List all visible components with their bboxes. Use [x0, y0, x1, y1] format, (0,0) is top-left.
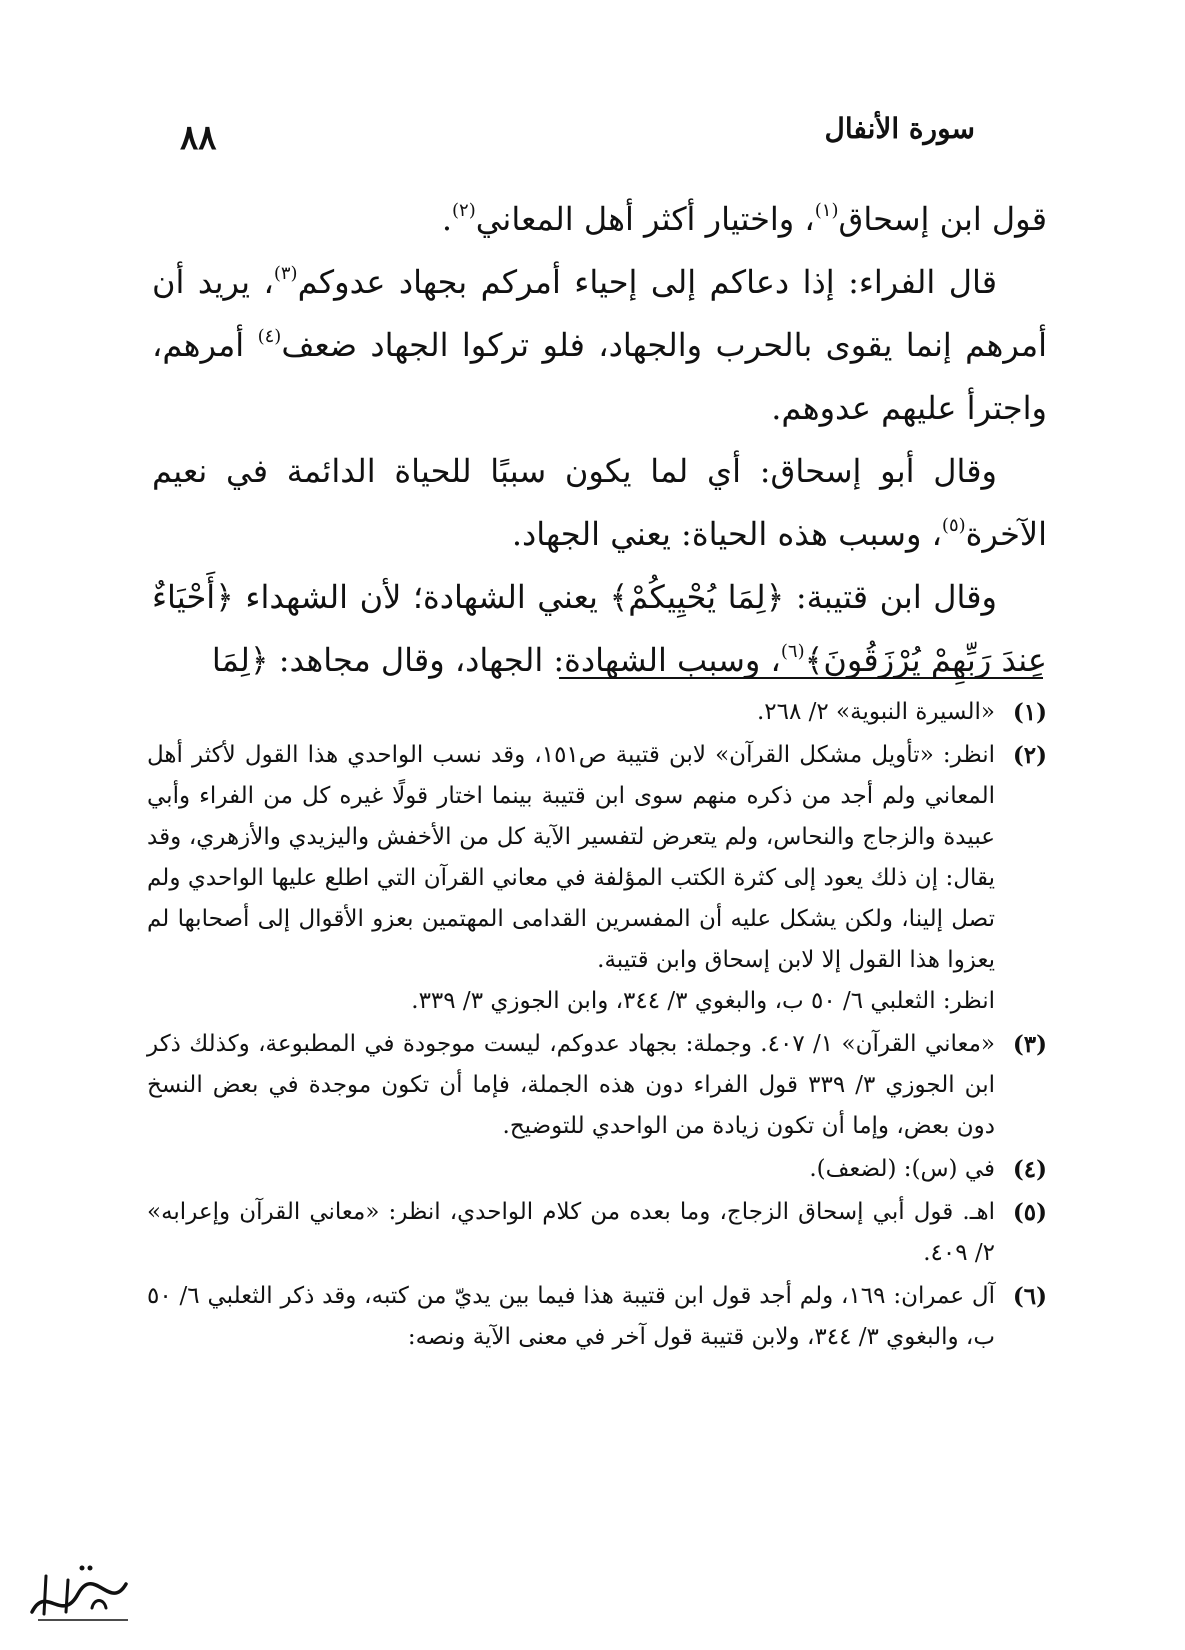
footnote-ref-2: (٢) — [452, 200, 476, 221]
footnotes — [147, 692, 1047, 1360]
logo-calligraphy-icon — [22, 1554, 142, 1632]
surah-title: سورة الأنفال — [824, 112, 975, 145]
footnote-ref-6: (٦) — [780, 641, 805, 662]
footnote-6 — [147, 1276, 1047, 1358]
text-run: وقال أبو إسحاق: أي لما يكون سببًا للحياة الدائمة في نعيم الآخرة — [152, 452, 1047, 553]
text-run: ، واختيار أكثر أهل المعاني — [475, 200, 815, 238]
footnote-number: (٢) — [1012, 742, 1047, 769]
footnote-line: انظر: «تأويل مشكل القرآن» لابن قتيبة ص١٥١، وقد نسب الواحدي هذا القول لأكثر أهل المعاني ولم أجد من ذكره منهم سوى ابن قتيبة بينما اختار قولًا غيره كل من الفراء وأبي عبيدة والزجاج والنحاس، ولم يتعرض لتفسير الآية كل من الأخفش واليزيدي والأزهري، وقد يقال: إن ذلك يعود إلى كثرة الكتب المؤلفة في معاني القرآن التي اطلع عليها الواحدي ولم تصل إلينا، ولكن يشكل عليه أن المفسرين القدامى المهتمين بعزو الأقوال إلى أصحابها لم يعزوا هذا القول إلا لابن إسحاق وابن قتيبة. — [147, 742, 995, 973]
page-header — [180, 112, 975, 162]
footnote-ref-3: (٣) — [273, 263, 298, 284]
footnote-1 — [147, 692, 1047, 733]
footnote-text — [147, 1192, 995, 1274]
footnote-line: اهـ. قول أبي إسحاق الزجاج، وما بعده من كلام الواحدي، انظر: «معاني القرآن وإعرابه» ٢/ ٤٠٩. — [147, 1199, 995, 1266]
footnote-line: «معاني القرآن» ١/ ٤٠٧. وجملة: بجهاد عدوكم، ليست موجودة في المطبوعة، وكذلك ذكر ابن الجوزي ٣/ ٣٣٩ قول الفراء دون هذه الجملة، فإما أن تكون موجدة في بعض النسخ دون بعض، وإما أن تكون زيادة من الواحدي للتوضيح. — [147, 1031, 995, 1139]
footnote-5 — [147, 1192, 1047, 1274]
footnote-text — [147, 735, 995, 1022]
text-run: . — [441, 200, 453, 238]
footnote-number: (٦) — [1012, 1283, 1047, 1310]
text-run: قول ابن إسحاق — [838, 200, 1047, 238]
footnote-number: (٣) — [1012, 1031, 1047, 1058]
footnote-text — [147, 1024, 995, 1147]
footnote-4 — [147, 1149, 1047, 1190]
text-run: ، وسبب هذه الحياة: يعني الجهاد. — [511, 515, 942, 553]
footnote-line: «السيرة النبوية» ٢/ ٢٦٨. — [756, 699, 995, 725]
text-run: أمرهم، واجترأ عليهم عدوهم. — [152, 326, 1047, 427]
footnote-text — [147, 692, 995, 733]
footnote-text — [147, 1149, 995, 1190]
text-run: وقال ابن قتيبة: ﴿لِمَا يُحْيِيكُمْ﴾ يعني الشهادة؛ لأن الشهداء ﴿أَحْيَاءٌ عِندَ رَبِّهِمْ يُرْزَقُونَ﴾ — [152, 578, 1047, 679]
text-run: ، وسبب الشهادة: الجهاد، وقال مجاهد: ﴿لِمَا — [211, 641, 781, 679]
paragraph-1 — [152, 188, 1047, 251]
footnote-separator — [559, 677, 1043, 679]
footnote-number: (١) — [1012, 699, 1047, 726]
footnote-line: انظر: الثعلبي ٦/ ٥٠ ب، والبغوي ٣/ ٣٤٤، وابن الجوزي ٣/ ٣٣٩. — [411, 988, 995, 1014]
footnote-line: في (س): (لضعف). — [809, 1156, 995, 1182]
footnote-number: (٤) — [1012, 1156, 1047, 1183]
main-text — [152, 188, 1047, 692]
footnote-text — [147, 1276, 995, 1358]
footnote-ref-4: (٤) — [257, 326, 282, 347]
paragraph-3 — [152, 440, 1047, 566]
footnote-2 — [147, 735, 1047, 1022]
text-run: ، يريد أن أمرهم إنما يقوى بالحرب والجهاد، فلو تركوا الجهاد ضعف — [152, 263, 1048, 364]
footnote-ref-5: (٥) — [941, 515, 966, 536]
paragraph-2 — [152, 251, 1047, 440]
footnote-ref-1: (١) — [814, 200, 839, 221]
footnote-line: آل عمران: ١٦٩، ولم أجد قول ابن قتيبة هذا فيما بين يديّ من كتبه، وقد ذكر الثعلبي ٦/ ٥٠ ب، والبغوي ٣/ ٣٤٤، ولابن قتيبة قول آخر في معنى الآية ونصه: — [147, 1283, 995, 1350]
footnote-number: (٥) — [1012, 1199, 1047, 1226]
page-number: ٨٨ — [180, 118, 217, 158]
paragraph-4 — [152, 566, 1047, 692]
footnote-3 — [147, 1024, 1047, 1147]
text-run: قال الفراء: إذا دعاكم إلى إحياء أمركم بجهاد عدوكم — [297, 263, 998, 301]
